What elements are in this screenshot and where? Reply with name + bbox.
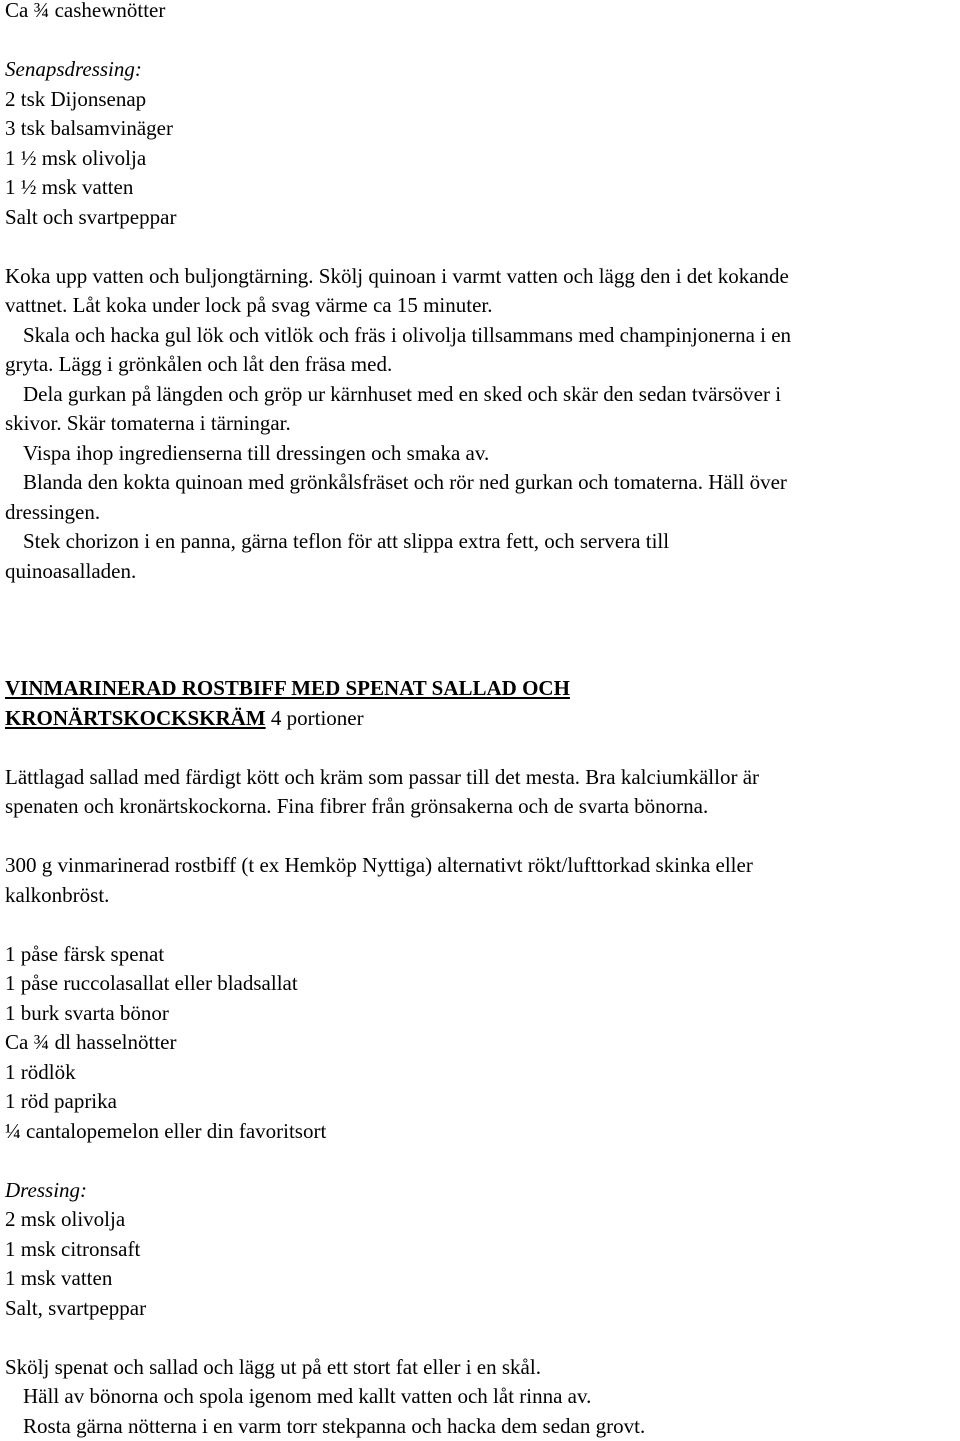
instruction-line: gryta. Lägg i grönkålen och låt den fräsa med. [5, 350, 955, 380]
dressing-item: 1 msk citronsaft [5, 1235, 955, 1265]
ingredient-line: 1 burk svarta bönor [5, 999, 955, 1029]
ingredient-line: ¼ cantalopemelon eller din favoritsort [5, 1117, 955, 1147]
instruction-line: Rosta gärna nötterna i en varm torr stekpanna och hacka dem sedan grovt. [5, 1412, 955, 1441]
recipe-title-line-2: KRONÄRTSKOCKSKRÄM [5, 706, 266, 730]
ingredient-line: 1 påse ruccolasallat eller bladsallat [5, 969, 955, 999]
ingredient-line: Ca ¾ cashewnötter [5, 0, 955, 26]
instruction-line: Häll av bönorna och spola igenom med kallt vatten och låt rinna av. [5, 1382, 955, 1412]
instruction-line: Stek chorizon i en panna, gärna teflon för att slippa extra fett, och servera till [5, 527, 955, 557]
recipe-title [5, 674, 955, 704]
ingredient-line: 1 röd paprika [5, 1087, 955, 1117]
instruction-line: Dela gurkan på längden och gröp ur kärnhuset med en sked och skär den sedan tvärsöver i [5, 380, 955, 410]
intro-line: spenaten och kronärtskockorna. Fina fibrer från grönsakerna och de svarta bönorna. [5, 792, 955, 822]
instruction-line: vattnet. Låt koka under lock på svag värme ca 15 minuter. [5, 291, 955, 321]
ingredient-line: Ca ¾ dl hasselnötter [5, 1028, 955, 1058]
meat-line: 300 g vinmarinerad rostbiff (t ex Hemköp Nyttiga) alternativt rökt/lufttorkad skinka eller [5, 851, 955, 881]
instruction-line: quinoasalladen. [5, 557, 955, 587]
intro-line: Lättlagad sallad med färdigt kött och kräm som passar till det mesta. Bra kalciumkällor är [5, 763, 955, 793]
instruction-line: dressingen. [5, 498, 955, 528]
meat-line: kalkonbröst. [5, 881, 955, 911]
instruction-line: Skölj spenat och sallad och lägg ut på ett stort fat eller i en skål. [5, 1353, 955, 1383]
dressing-item: 2 msk olivolja [5, 1205, 955, 1235]
portion-count: 4 portioner [266, 706, 364, 730]
ingredient-line: 1 rödlök [5, 1058, 955, 1088]
recipe-title-row-2 [5, 704, 955, 734]
dressing-item: Salt, svartpeppar [5, 1294, 955, 1324]
ingredient-line: 1 påse färsk spenat [5, 940, 955, 970]
dressing-item: 1 ½ msk vatten [5, 173, 955, 203]
dressing-item: 1 ½ msk olivolja [5, 144, 955, 174]
dressing-item: 1 msk vatten [5, 1264, 955, 1294]
recipe-document [5, 0, 955, 1441]
dressing-title: Dressing: [5, 1176, 955, 1206]
instruction-line: Vispa ihop ingredienserna till dressingen och smaka av. [5, 439, 955, 469]
instruction-line: skivor. Skär tomaterna i tärningar. [5, 409, 955, 439]
dressing-item: 2 tsk Dijonsenap [5, 85, 955, 115]
dressing-title: Senapsdressing: [5, 55, 955, 85]
dressing-item: Salt och svartpeppar [5, 203, 955, 233]
dressing-item: 3 tsk balsamvinäger [5, 114, 955, 144]
instruction-line: Blanda den kokta quinoan med grönkålsfräset och rör ned gurkan och tomaterna. Häll över [5, 468, 955, 498]
recipe-title-line-1: VINMARINERAD ROSTBIFF MED SPENAT SALLAD OCH [5, 676, 570, 700]
instruction-line: Skala och hacka gul lök och vitlök och fräs i olivolja tillsammans med champinjonerna i en [5, 321, 955, 351]
instruction-line: Koka upp vatten och buljongtärning. Skölj quinoan i varmt vatten och lägg den i det kokande [5, 262, 955, 292]
